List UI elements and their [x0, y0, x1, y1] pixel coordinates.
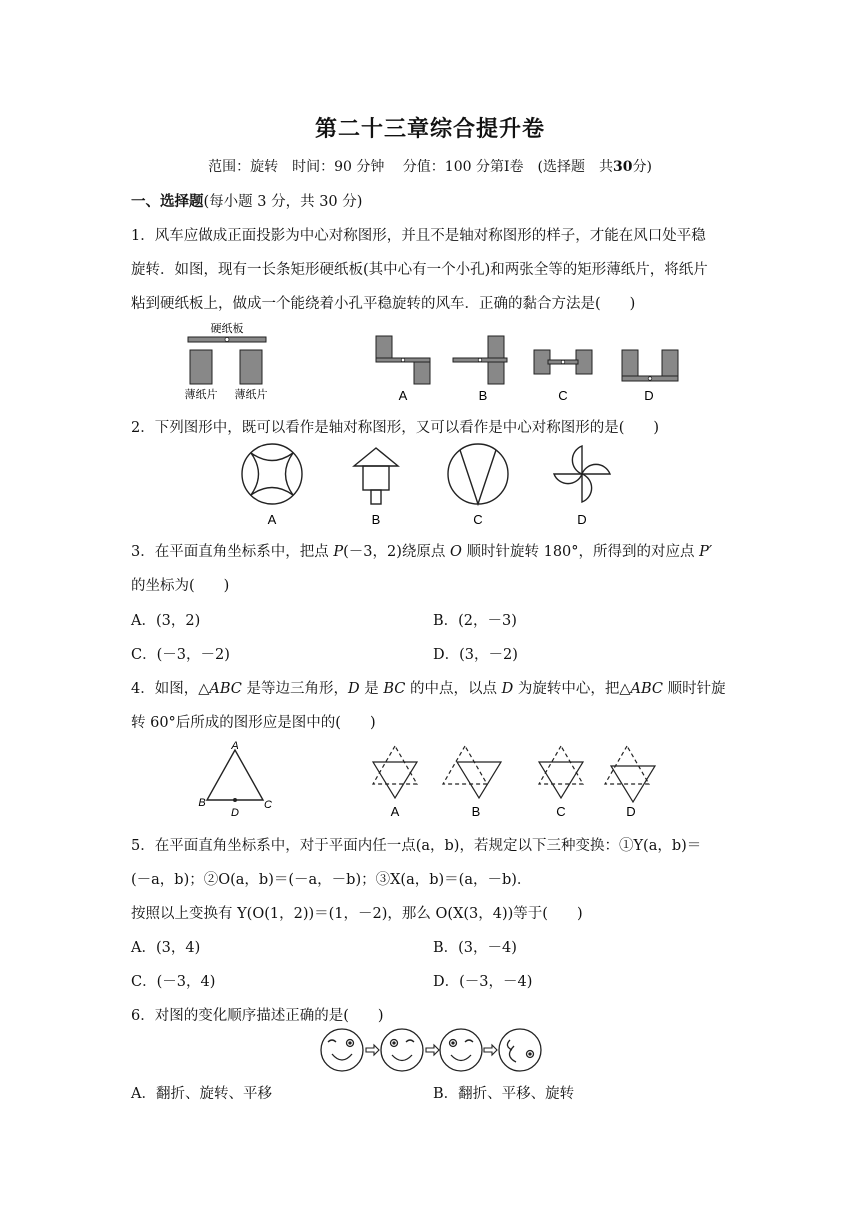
q2-option-a-figure	[242, 444, 302, 504]
q3-line-2: 的坐标为( )	[131, 578, 230, 594]
q4-label-c: C	[264, 799, 272, 811]
q3-point-p-prime: P′	[699, 544, 713, 560]
face-2-icon	[381, 1029, 423, 1071]
q4-option-c: C	[556, 804, 566, 819]
q1-option-d-figure	[622, 350, 678, 381]
q3-option-c: C．(－3，－2)	[131, 647, 230, 663]
q2-option-d: D	[577, 512, 587, 527]
q1-board-label: 硬纸板	[210, 322, 244, 335]
q3-text-c: 顺时针旋转 180°，所得到的对应点	[461, 544, 700, 560]
q5-line-3: 按照以上变换有 Y(O(1，2))＝(1，－2)，那么 O(X(3，4))等于( )	[131, 906, 583, 922]
q2-option-c: C	[473, 512, 483, 527]
q4-label-b: B	[198, 797, 206, 809]
q4-line-2: 转 60°后所成的图形应是图中的( )	[131, 715, 376, 731]
exam-meta-end: 分)	[632, 159, 652, 175]
q4-segment-bc: BC	[383, 681, 406, 697]
q4-figure	[195, 740, 675, 822]
q1-paper-label-1: 薄纸片	[184, 388, 218, 401]
q4-text-a: 4．如图，△	[131, 681, 210, 697]
q5-option-c: C．(－3，4)	[131, 974, 216, 990]
arrow-right-icon	[484, 1045, 497, 1055]
q3-point-o: O	[449, 544, 462, 560]
q4-text-d: 的中点，以点	[405, 681, 502, 697]
q1-figure	[170, 318, 700, 406]
q1-line-3: 粘到硬纸板上，做成一个能绕着小孔平稳旋转的风车．正确的黏合方法是( )	[131, 296, 636, 312]
arrow-right-icon	[366, 1045, 379, 1055]
q4-text-f: 顺时针旋	[663, 681, 726, 697]
arrow-right-icon	[426, 1045, 439, 1055]
q4-triangle-abc: ABC	[209, 681, 242, 697]
face-4-icon	[499, 1029, 541, 1071]
q4-option-a-figure	[373, 746, 417, 798]
q1-materials	[185, 321, 268, 401]
q1-paper-label-2: 薄纸片	[234, 388, 268, 401]
q2-option-a: A	[267, 512, 277, 527]
q4-triangle-abc-2: ABC	[630, 681, 664, 697]
q3-point-p: P	[333, 544, 344, 560]
q1-option-b: B	[478, 388, 488, 403]
q3-option-a: A．(3，2)	[131, 613, 201, 629]
q6-option-b: B．翻折、平移、旋转	[433, 1086, 575, 1102]
q4-text-c: 是	[359, 681, 384, 697]
q5-line-1: 5．在平面直角坐标系中，对于平面内任一点(a，b)，若规定以下三种变换：①Y(a，b)＝	[131, 838, 702, 854]
section-note: (每小题 3 分，共 30 分)	[203, 194, 363, 210]
q3-option-b: B．(2，－3)	[433, 613, 517, 629]
q4-text-b: 是等边三角形，	[241, 681, 348, 697]
q4-option-d: D	[626, 804, 636, 819]
q4-line-1	[131, 677, 731, 698]
q2-text: 2．下列图形中，既可以看作是轴对称图形，又可以看作是中心对称图形的是( )	[131, 420, 660, 436]
q3-text-a: 3．在平面直角坐标系中，把点	[131, 544, 334, 560]
q1-option-c: C	[558, 388, 568, 403]
q3-text-b: (－3，2)绕原点	[343, 544, 450, 560]
q6-figure	[318, 1026, 548, 1076]
q5-option-d: D．(－3，－4)	[433, 974, 533, 990]
q4-label-a: A	[231, 740, 239, 752]
q5-option-b: B．(3，－4)	[433, 940, 517, 956]
q4-text-e: 为旋转中心，把△	[513, 681, 631, 697]
q1-line-1: 1．风车应做成正面投影为中心对称图形，并且不是轴对称图形的样子，才能在风口处平稳	[131, 228, 706, 244]
section-title: 一、选择题	[131, 193, 204, 210]
q4-option-c-figure	[539, 746, 583, 798]
q1-option-a: A	[398, 388, 408, 403]
section-heading	[131, 190, 731, 211]
q1-option-c-figure	[534, 350, 592, 374]
q4-option-b-figure	[443, 746, 501, 798]
q4-original-triangle	[198, 740, 272, 819]
q4-label-d: D	[231, 807, 239, 819]
q2-option-b: B	[371, 512, 381, 527]
q2-option-c-figure	[448, 444, 508, 504]
q6-option-a: A．翻折、旋转、平移	[131, 1086, 272, 1102]
q2-figure	[230, 442, 610, 530]
q4-option-a: A	[390, 804, 400, 819]
exam-meta	[0, 156, 860, 176]
exam-meta-score: 30	[612, 159, 633, 175]
q1-option-b-figure	[453, 336, 507, 384]
exam-meta-text: 范围：旋转 时间：90 分钟 分值：100 分第Ⅰ卷 (选择题 共	[208, 159, 613, 175]
q2-option-b-figure	[354, 448, 398, 504]
q1-line-2: 旋转．如图，现有一长条矩形硬纸板(其中心有一个小孔)和两张全等的矩形薄纸片，将纸片	[131, 262, 708, 278]
q4-point-d: D	[348, 681, 360, 697]
face-3-icon	[440, 1029, 482, 1071]
q6-text: 6．对图的变化顺序描述正确的是( )	[131, 1008, 384, 1024]
q1-option-d: D	[644, 388, 654, 403]
q5-line-2: (－a，b)；②O(a，b)＝(－a，－b)；③X(a，b)＝(a，－b)．	[131, 872, 532, 888]
q1-option-a-figure	[376, 336, 430, 384]
q5-option-a: A．(3，4)	[131, 940, 201, 956]
q4-option-d-figure	[605, 746, 655, 802]
q4-option-b: B	[471, 804, 481, 819]
q3-option-d: D．(3，－2)	[433, 647, 518, 663]
q3-line-1	[131, 540, 731, 561]
q2-option-d-figure	[554, 446, 610, 502]
page-title: 第二十三章综合提升卷	[314, 116, 545, 142]
q4-point-d-2: D	[501, 681, 514, 697]
face-1-icon	[321, 1029, 363, 1071]
